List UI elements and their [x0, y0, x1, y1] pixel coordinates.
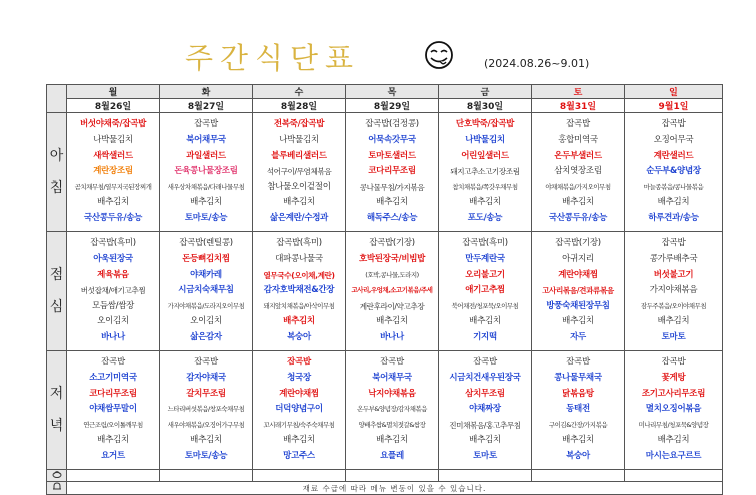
- menu-item: 고사리볶음/견과류볶음: [542, 286, 614, 296]
- date-header-row: [47, 99, 723, 113]
- menu-item: 잡곡밥: [194, 119, 218, 130]
- menu-item: 북어채전/청포묵/오이무침: [451, 301, 519, 310]
- weekly-menu-table: [46, 84, 723, 495]
- menu-item: 토마토/송능: [184, 450, 228, 461]
- menu-item: 진미채볶음/홍고추무침: [449, 420, 521, 430]
- meal-row: [47, 232, 723, 351]
- menu-item: 배추김치: [283, 435, 315, 446]
- menu-item: 잡곡밥(검정콩): [365, 119, 419, 130]
- menu-item: 꽃게탕: [661, 373, 686, 384]
- menu-cell: [67, 113, 160, 232]
- day-name: 일: [625, 85, 723, 99]
- menu-item: 배추김치: [283, 197, 315, 208]
- menu-item: 복숭아: [287, 331, 311, 342]
- menu-item: 배추김치: [469, 435, 501, 446]
- menu-item: 배추김치: [283, 316, 315, 327]
- menu-item: 잡곡밥(기장): [555, 238, 601, 249]
- menu-item: 배추김치: [469, 316, 501, 327]
- menu-cell: [532, 232, 625, 351]
- menu-item: 바나나: [101, 331, 125, 342]
- menu-item: 잡곡밥: [566, 119, 590, 130]
- menu-item: 돼지고추소고기장조림: [450, 167, 520, 177]
- meal-label-char: 저: [49, 386, 64, 402]
- menu-item: 마늘종볶음/콩나물볶음: [643, 182, 704, 191]
- menu-item: 블루베리샐러드: [271, 150, 327, 161]
- snack-cell: [532, 470, 625, 482]
- day-name: 토: [532, 85, 625, 99]
- menu-item: 온두부&양념장/감자채볶음: [357, 405, 427, 414]
- menu-cell: [346, 113, 439, 232]
- menu-item: 코다리무조림: [368, 166, 416, 177]
- menu-item: 나박물김치: [465, 135, 505, 146]
- menu-notice: 재료 수급에 따라 메뉴 변동이 있을 수 있습니다.: [67, 482, 723, 495]
- meal-label: [47, 113, 67, 232]
- menu-item: 배추김치: [469, 197, 501, 208]
- menu-item: 방풍숙채된장무침: [546, 300, 610, 311]
- menu-item: 야채짜장: [469, 404, 501, 415]
- menu-item: 온두부샐러드: [554, 150, 602, 161]
- meal-label-char: 심: [49, 299, 64, 315]
- menu-item: 복숭아: [566, 450, 590, 461]
- menu-cell: [532, 113, 625, 232]
- snack-cell: [160, 470, 253, 482]
- menu-item: 버섯불고기: [653, 269, 694, 280]
- snack-cell: [625, 470, 723, 482]
- notice-row: [47, 482, 723, 495]
- menu-item: 계란장조림: [93, 166, 133, 177]
- menu-period: (2024.08.26~9.01): [484, 57, 590, 70]
- menu-item: 석어구이/무염체볶음: [266, 167, 332, 177]
- meal-row: [47, 113, 723, 232]
- menu-item: 꼬시래기무침/숙주숙채무침: [263, 420, 335, 429]
- menu-item: 호박된장국/비빔밥: [358, 254, 426, 265]
- menu-cell: [253, 351, 346, 470]
- menu-item: 토마토샐러드: [368, 150, 416, 161]
- menu-cell: [346, 351, 439, 470]
- menu-item: 과일샐러드: [186, 150, 226, 161]
- day-date: 8월27일: [160, 99, 253, 113]
- meal-label-char: 아: [49, 148, 64, 164]
- menu-cell: [160, 113, 253, 232]
- meal-label-char: 녁: [49, 418, 64, 434]
- page-title: 주간식단표: [185, 41, 361, 75]
- bell-icon: [47, 482, 67, 495]
- meal-label-char: 점: [49, 267, 64, 283]
- menu-cell: [160, 351, 253, 470]
- menu-item: 참나물오이겉절이: [267, 181, 331, 192]
- menu-item: 배추김치: [562, 197, 594, 208]
- day-date: 8월31일: [532, 99, 625, 113]
- menu-item: 잠두주볶음/오이야채무침: [640, 301, 707, 310]
- meal-label: [47, 232, 67, 351]
- menu-item: 가지야채볶음/도라지오이무침: [167, 301, 245, 310]
- menu-item: 계란야채찜: [558, 269, 598, 280]
- menu-item: 국산콩두유/송능: [548, 212, 608, 223]
- menu-item: 배추김치: [97, 197, 129, 208]
- snack-icon: [47, 470, 67, 482]
- menu-cell: [532, 351, 625, 470]
- menu-item: 배추김치: [376, 197, 408, 208]
- snack-cell: [253, 470, 346, 482]
- menu-cell: [625, 113, 723, 232]
- menu-item: 나박물김치: [279, 135, 319, 146]
- menu-item: 순두부&양념장: [646, 166, 701, 177]
- menu-item: 홍합미역국: [558, 135, 598, 146]
- snack-cell: [346, 470, 439, 482]
- menu-item: 고사리,우엉채,소고기볶음/주세: [351, 286, 433, 295]
- menu-item: 배추김치: [190, 435, 222, 446]
- menu-cell: [625, 351, 723, 470]
- menu-item: 콩나물무침/가지볶음: [359, 182, 425, 192]
- menu-item: 잡곡밥(흑미): [462, 238, 508, 249]
- menu-item: 계란야채찜: [279, 388, 319, 399]
- menu-item: 단호박죽/잡곡밥: [455, 119, 515, 130]
- menu-item: 계란샐러드: [653, 150, 694, 161]
- menu-item: 미나리무침/청포묵&양념장: [638, 420, 709, 429]
- menu-item: 잡곡밥: [661, 238, 686, 249]
- menu-item: 낙지야채볶음: [368, 388, 416, 399]
- menu-item: 잡곡밥(흑미): [276, 238, 322, 249]
- menu-item: 아귀지리: [562, 254, 594, 265]
- menu-item: 배추김치: [657, 316, 690, 327]
- menu-item: 느타리버섯볶음/창포숙채무침: [167, 405, 245, 414]
- menu-item: 오징어무국: [653, 135, 694, 146]
- menu-item: 하루견과/송능: [648, 212, 699, 223]
- menu-item: 잡곡밥: [661, 357, 686, 368]
- menu-item: 배추김치: [376, 435, 408, 446]
- menu-item: 오이김치: [190, 316, 222, 327]
- menu-item: 만두계란국: [465, 254, 505, 265]
- menu-item: 야채쌈무말이: [89, 404, 137, 415]
- menu-item: 잡곡밥: [194, 357, 218, 368]
- menu-item: 시금치건새우된장국: [449, 373, 521, 384]
- menu-item: 돼지앞치채볶음/아삭이무침: [263, 301, 335, 310]
- menu-item: 해독주스/송능: [366, 212, 418, 223]
- day-header-row: [47, 85, 723, 99]
- snack-cell: [439, 470, 532, 482]
- menu-item: 잡곡밥(기장): [369, 238, 415, 249]
- menu-item: 나박물김치: [93, 135, 133, 146]
- menu-item: 연근조림/오이톨깨무침: [83, 420, 143, 429]
- menu-item: 새싹샐러드: [93, 150, 133, 161]
- snack-row: [47, 470, 723, 482]
- menu-item: 곰치채무침/열무지국된장찌개: [74, 182, 152, 191]
- menu-item: 소고기미역국: [89, 373, 137, 384]
- menu-item: 감자호박채전&간장: [263, 285, 335, 296]
- menu-item: 삼치무조림: [465, 388, 505, 399]
- menu-cell: [439, 232, 532, 351]
- menu-item: 전복죽/잡곡밥: [273, 119, 325, 130]
- menu-item: 배추김치: [562, 316, 594, 327]
- menu-item: 코다리무조림: [89, 388, 137, 399]
- menu-item: 조기고사리무조림: [641, 388, 706, 399]
- menu-item: 가지야채볶음: [649, 285, 698, 296]
- menu-item: 배추김치: [657, 197, 690, 208]
- menu-item: 아욱된장국: [93, 254, 133, 265]
- menu-item: 잡곡밥: [566, 357, 590, 368]
- menu-item: 잡곡밥: [287, 357, 311, 368]
- day-date: 8월29일: [346, 99, 439, 113]
- menu-item: 잡곡밥(렌틸콩): [179, 238, 233, 249]
- menu-cell: [625, 232, 723, 351]
- menu-item: 배추김치: [97, 435, 129, 446]
- menu-cell: [346, 232, 439, 351]
- menu-item: 돈등뼈김치찜: [182, 254, 230, 265]
- menu-item: 열무국수(오이채,계란): [263, 270, 335, 280]
- day-date: 8월30일: [439, 99, 532, 113]
- snack-cell: [67, 470, 160, 482]
- menu-item: 잡곡밥: [380, 357, 404, 368]
- menu-item: 토마토: [473, 450, 497, 461]
- menu-item: 토마토: [661, 331, 686, 342]
- day-date: 8월28일: [253, 99, 346, 113]
- menu-item: 토마토/송능: [184, 212, 228, 223]
- menu-item: 양배추쌈&멸치젓갈&쌈장: [358, 420, 426, 429]
- menu-item: 배추김치: [376, 316, 408, 327]
- meal-label-char: 침: [49, 180, 64, 196]
- menu-item: 자두: [570, 331, 586, 342]
- menu-item: 오이김치: [97, 316, 129, 327]
- menu-item: 야채채볶음/가지오이무침: [545, 182, 611, 191]
- day-date: 9월1일: [625, 99, 723, 113]
- meal-row: [47, 351, 723, 470]
- menu-item: 마시는요구르트: [645, 450, 702, 461]
- menu-item: 삶은계란/수정과: [269, 212, 329, 223]
- menu-item: 어린잎샐러드: [461, 150, 509, 161]
- menu-item: 시금치숙채무침: [178, 285, 234, 296]
- menu-item: 배추김치: [190, 197, 222, 208]
- menu-item: 삶은감자: [190, 331, 222, 342]
- menu-cell: [439, 351, 532, 470]
- meal-label: [47, 351, 67, 470]
- day-name: 월: [67, 85, 160, 99]
- menu-item: 동태전: [566, 404, 590, 415]
- menu-item: 버섯야채죽/잡곡밥: [79, 119, 147, 130]
- menu-item: 감자야채국: [186, 373, 226, 384]
- menu-item: 야채카레: [190, 269, 222, 280]
- menu-item: 구이김&간장/가지볶음: [548, 420, 608, 429]
- menu-item: 제육볶음: [97, 269, 129, 280]
- menu-item: 모듬쌈/쌈장: [91, 300, 135, 311]
- menu-item: 국산콩두유/송능: [83, 212, 143, 223]
- menu-item: 망고주스: [283, 450, 315, 461]
- menu-item: 포도/송능: [467, 212, 503, 223]
- menu-item: 삼치엿장조림: [554, 166, 602, 177]
- corner-cell: [47, 85, 67, 113]
- menu-item: 잡곡밥: [473, 357, 497, 368]
- day-name: 금: [439, 85, 532, 99]
- menu-item: 바나나: [380, 331, 404, 342]
- menu-item: 참치채볶음/쪽갓우채무침: [452, 182, 518, 191]
- menu-item: 계란후라이/약고추장: [359, 301, 425, 311]
- menu-cell: [439, 113, 532, 232]
- menu-item: 북어채무국: [186, 135, 226, 146]
- menu-item: 애기고추찜: [465, 285, 505, 296]
- menu-item: 배추김치: [657, 435, 690, 446]
- menu-cell: [160, 232, 253, 351]
- menu-item: 기지떡: [473, 331, 497, 342]
- menu-item: 배추김치: [562, 435, 594, 446]
- menu-item: (호박,콩나물,도라지): [365, 270, 419, 279]
- menu-cell: [253, 232, 346, 351]
- menu-item: 콩나물무채국: [554, 373, 602, 384]
- menu-item: 오리불고기: [465, 269, 505, 280]
- menu-item: 버섯잡채/애기고추찜: [80, 286, 146, 296]
- menu-item: 잡곡밥(흑미): [90, 238, 136, 249]
- menu-item: 청국장: [287, 373, 311, 384]
- day-name: 수: [253, 85, 346, 99]
- menu-item: 돈육콩나물장조림: [174, 166, 238, 177]
- smiley-icon: [420, 40, 458, 70]
- menu-cell: [67, 232, 160, 351]
- menu-item: 새우상차채볶음/다래나물무침: [167, 182, 245, 191]
- day-date: 8월26일: [67, 99, 160, 113]
- menu-item: 갈치무조림: [186, 388, 226, 399]
- menu-item: 요거트: [101, 450, 125, 461]
- menu-item: 멸치오징어볶음: [645, 404, 702, 415]
- menu-item: 대파콩나물국: [275, 254, 323, 265]
- menu-cell: [67, 351, 160, 470]
- menu-cell: [253, 113, 346, 232]
- day-name: 목: [346, 85, 439, 99]
- menu-item: 잡곡밥: [661, 119, 686, 130]
- menu-item: 어묵속갓무국: [368, 135, 416, 146]
- menu-item: 요플레: [380, 450, 404, 461]
- menu-item: 닭볶음탕: [562, 388, 594, 399]
- day-name: 화: [160, 85, 253, 99]
- menu-item: 북어채무국: [372, 373, 412, 384]
- menu-item: 더덕양념구이: [275, 404, 323, 415]
- menu-item: 콩가루배추국: [649, 254, 698, 265]
- menu-item: 새우야채볶음/오징어가구무침: [167, 420, 245, 429]
- menu-item: 잡곡밥: [101, 357, 125, 368]
